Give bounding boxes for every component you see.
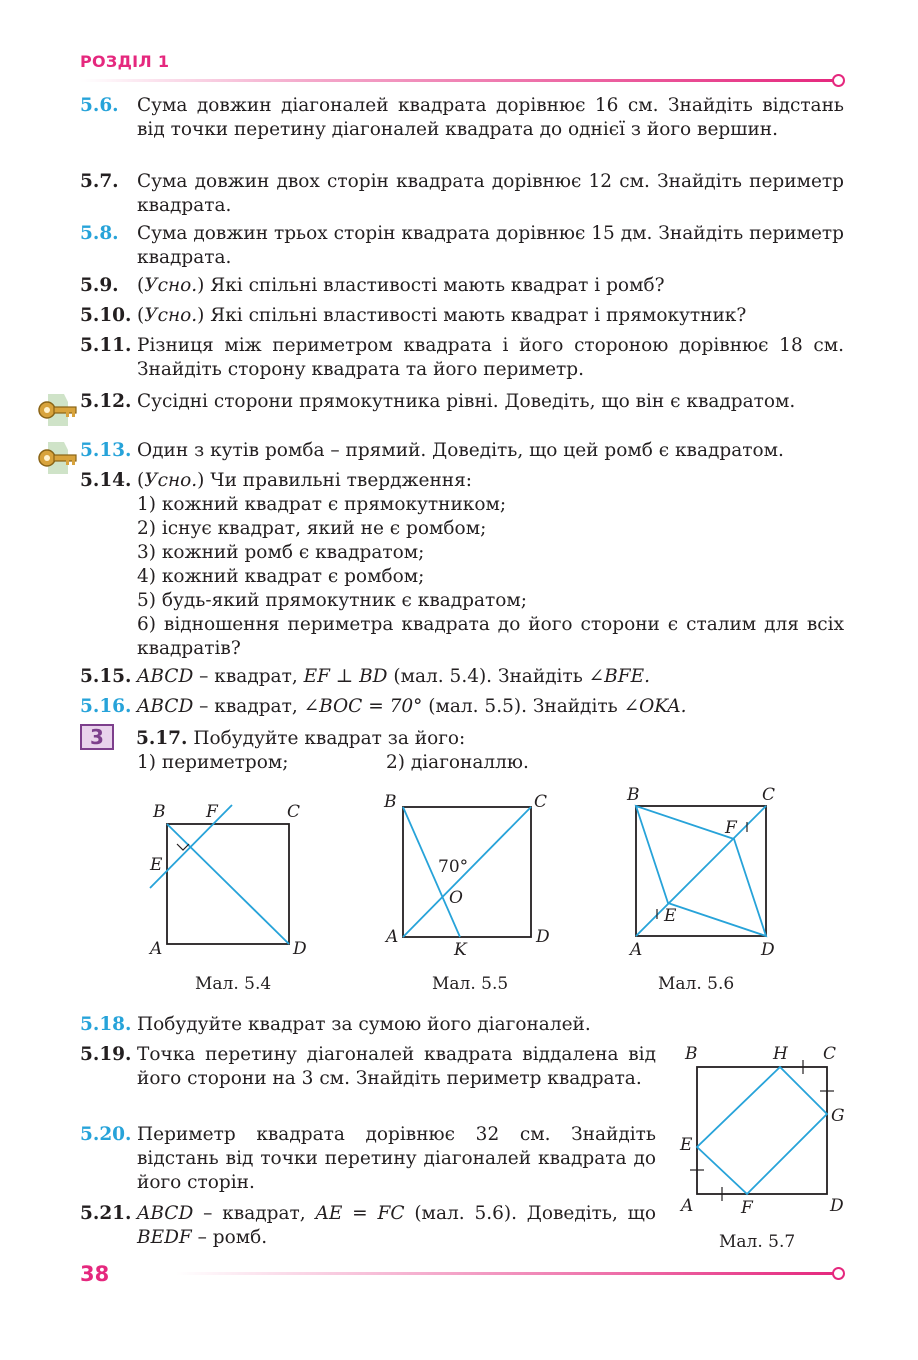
footer-rule-end xyxy=(832,1267,845,1280)
figure-5-7 xyxy=(676,1043,856,1223)
problem-text-body: Які спільні властивості мають квадрат і прямокутник? xyxy=(210,305,747,326)
section-header: РОЗДІЛ 1 xyxy=(80,52,170,71)
key-icon xyxy=(34,438,84,478)
level-3-icon xyxy=(80,724,114,750)
math-expr: BEDF xyxy=(137,1227,192,1248)
problem-number: 5.14. xyxy=(80,470,132,491)
label-o: O xyxy=(449,888,463,908)
figure-5-6-drawing xyxy=(620,784,790,960)
problem-text-body: Які спільні властивості мають квадрат і ромб? xyxy=(210,275,665,296)
figure-5-6 xyxy=(620,784,790,960)
problem-number: 5.9. xyxy=(80,275,119,296)
figure-5-7-drawing xyxy=(676,1043,856,1223)
math-expr: AE = FC xyxy=(315,1203,405,1224)
problem-number: 5.13. xyxy=(80,440,132,461)
list-item: 1) кожний квадрат є прямокутником; xyxy=(137,494,507,515)
problem-text: Точка перетину діагоналей квадрата віддалена від його сторони на 3 см. Знайдіть периметр квадрата. xyxy=(137,1044,656,1089)
list-item: 5) будь-який прямокутник є квадратом; xyxy=(137,590,528,611)
math-expr: EF ⊥ BD xyxy=(303,666,388,687)
problem-5-11 xyxy=(80,334,844,382)
text-span: – квадрат, xyxy=(193,696,304,717)
math-expr: ABCD xyxy=(137,666,194,687)
label-a: A xyxy=(386,927,399,947)
label-c: C xyxy=(534,792,548,812)
problem-text: (Усно.) Які спільні властивості мають квадрат і прямокутник? xyxy=(137,305,747,326)
text-span: (мал. 5.6). Доведіть, що xyxy=(404,1203,657,1224)
problem-text: Сума довжин двох сторін квадрата дорівнює 12 см. Знайдіть периметр квадрата. xyxy=(137,171,844,216)
label-g: G xyxy=(831,1106,845,1126)
problem-number: 5.11. xyxy=(80,335,132,356)
problem-number: 5.18. xyxy=(80,1014,132,1035)
label-c: C xyxy=(823,1044,837,1064)
problem-text: Сусідні сторони прямокутника рівні. Доведіть, що він є квадратом. xyxy=(137,391,796,412)
problem-number: 5.8. xyxy=(80,223,119,244)
math-expr: ABCD xyxy=(137,696,194,717)
text-span: – квадрат, xyxy=(193,1203,316,1224)
problem-5-9 xyxy=(80,274,844,298)
problem-5-6 xyxy=(80,94,844,142)
text-span: – квадрат, xyxy=(193,666,304,687)
diagonal-bd xyxy=(167,824,289,944)
problem-text: (Усно.) Які спільні властивості мають квадрат і ромб? xyxy=(137,275,665,296)
problem-text: (Усно.) Чи правильні твердження: xyxy=(137,470,473,491)
label-k: K xyxy=(454,940,467,960)
list-item: 4) кожний квадрат є ромбом; xyxy=(137,566,425,587)
problem-text: Периметр квадрата дорівнює 32 см. Знайдіть відстань від точки перетину діагоналей квадрата до його сторін. xyxy=(137,1124,656,1193)
label-e: E xyxy=(664,906,677,926)
figure-5-4 xyxy=(140,796,330,966)
label-e: E xyxy=(680,1135,693,1155)
footer-rule xyxy=(176,1272,834,1275)
label-f: F xyxy=(206,802,218,822)
problem-number: 5.15. xyxy=(80,666,132,687)
problem-number: 5.20. xyxy=(80,1124,132,1145)
label-c: C xyxy=(762,785,776,805)
problem-number: 5.6. xyxy=(80,95,119,116)
problem-number: 5.10. xyxy=(80,305,132,326)
oral-label: Усно. xyxy=(144,275,198,296)
figure-5-5-drawing xyxy=(380,790,560,960)
label-b: B xyxy=(384,792,397,812)
rectangle-efgh xyxy=(697,1067,827,1194)
key-icon xyxy=(34,390,84,430)
problem-text xyxy=(137,1202,656,1250)
figure-5-5-caption: Мал. 5.5 xyxy=(432,974,509,994)
label-e: E xyxy=(150,855,163,875)
label-d: D xyxy=(830,1196,844,1216)
problem-number: 5.21. xyxy=(80,1203,132,1224)
figure-5-7-caption: Мал. 5.7 xyxy=(719,1232,796,1252)
header-rule-end xyxy=(832,74,845,87)
problem-text xyxy=(137,665,844,689)
text-span: – ромб. xyxy=(191,1227,268,1248)
label-h: H xyxy=(773,1044,788,1064)
list-item: 2) існує квадрат, який не є ромбом; xyxy=(137,518,487,539)
problem-number: 5.17. xyxy=(136,728,188,749)
problem-text: Різниця між периметром квадрата і його стороною дорівнює 18 см. Знайдіть сторону квадрата та його периметр. xyxy=(137,335,844,380)
label-b: B xyxy=(153,802,166,822)
label-a: A xyxy=(681,1196,694,1216)
figure-5-5 xyxy=(380,790,560,960)
problem-text: Побудуйте квадрат за сумою його діагоналей. xyxy=(137,1014,591,1035)
label-f: F xyxy=(725,818,737,838)
label-a: A xyxy=(630,940,643,960)
label-a: A xyxy=(150,939,163,959)
label-c: C xyxy=(287,802,301,822)
label-d: D xyxy=(761,940,775,960)
list-item: 6) відношення периметра квадрата до його сторони є сталим для всіх квадратів? xyxy=(137,614,844,659)
problem-5-10 xyxy=(80,304,844,328)
label-b: B xyxy=(685,1044,698,1064)
problem-text xyxy=(137,695,844,719)
figure-5-6-caption: Мал. 5.6 xyxy=(658,974,735,994)
problem-text-body: Чи правильні твердження: xyxy=(210,470,473,491)
problem-text-body: Побудуйте квадрат за його: xyxy=(193,728,466,749)
label-angle: 70° xyxy=(438,857,469,877)
problem-text: Один з кутів ромба – прямий. Доведіть, що цей ромб є квадратом. xyxy=(137,440,784,461)
problem-5-13 xyxy=(80,439,844,463)
problem-text: Сума довжин трьох сторін квадрата дорівнює 15 дм. Знайдіть периметр квадрата. xyxy=(137,223,844,268)
problem-5-8 xyxy=(80,222,844,270)
problem-number: 5.16. xyxy=(80,696,132,717)
math-expr: ABCD xyxy=(137,1203,194,1224)
oral-label: Усно. xyxy=(144,305,198,326)
problem-number: 5.19. xyxy=(80,1044,132,1065)
math-expr: ∠BFE. xyxy=(588,666,650,687)
problem-text xyxy=(136,727,844,751)
problem-5-7 xyxy=(80,170,844,218)
problem-number: 5.7. xyxy=(80,171,119,192)
problem-5-14 xyxy=(80,469,844,661)
text-span: (мал. 5.4). Знайдіть xyxy=(387,666,589,687)
header-rule xyxy=(80,79,834,82)
problem-5-17 xyxy=(136,727,844,775)
option-diagonal: 2) діагоналлю. xyxy=(386,752,529,773)
construction-options xyxy=(136,751,844,775)
page-number: 38 xyxy=(80,1262,110,1286)
statement-list xyxy=(137,493,844,661)
problem-5-18 xyxy=(80,1013,844,1037)
figure-5-4-caption: Мал. 5.4 xyxy=(195,974,272,994)
problem-5-15 xyxy=(80,665,844,689)
math-expr: ∠OKA. xyxy=(623,696,687,717)
problem-text: Сума довжин діагоналей квадрата дорівнює 16 см. Знайдіть відстань від точки перетину діагоналей квадрата до однієї з його вершин. xyxy=(137,95,844,140)
square-abcd xyxy=(697,1067,827,1194)
text-span: (мал. 5.5). Знайдіть xyxy=(422,696,624,717)
option-perimeter: 1) периметром; xyxy=(137,752,289,773)
math-expr: ∠BOC = 70° xyxy=(303,696,423,717)
problem-number: 5.12. xyxy=(80,391,132,412)
label-d: D xyxy=(536,927,550,947)
label-f: F xyxy=(741,1198,753,1218)
list-item: 3) кожний ромб є квадратом; xyxy=(137,542,425,563)
level-number: 3 xyxy=(90,725,104,749)
problem-5-16 xyxy=(80,695,844,719)
label-d: D xyxy=(293,939,307,959)
problem-5-12 xyxy=(80,390,844,414)
label-b: B xyxy=(627,785,640,805)
oral-label: Усно. xyxy=(144,470,198,491)
